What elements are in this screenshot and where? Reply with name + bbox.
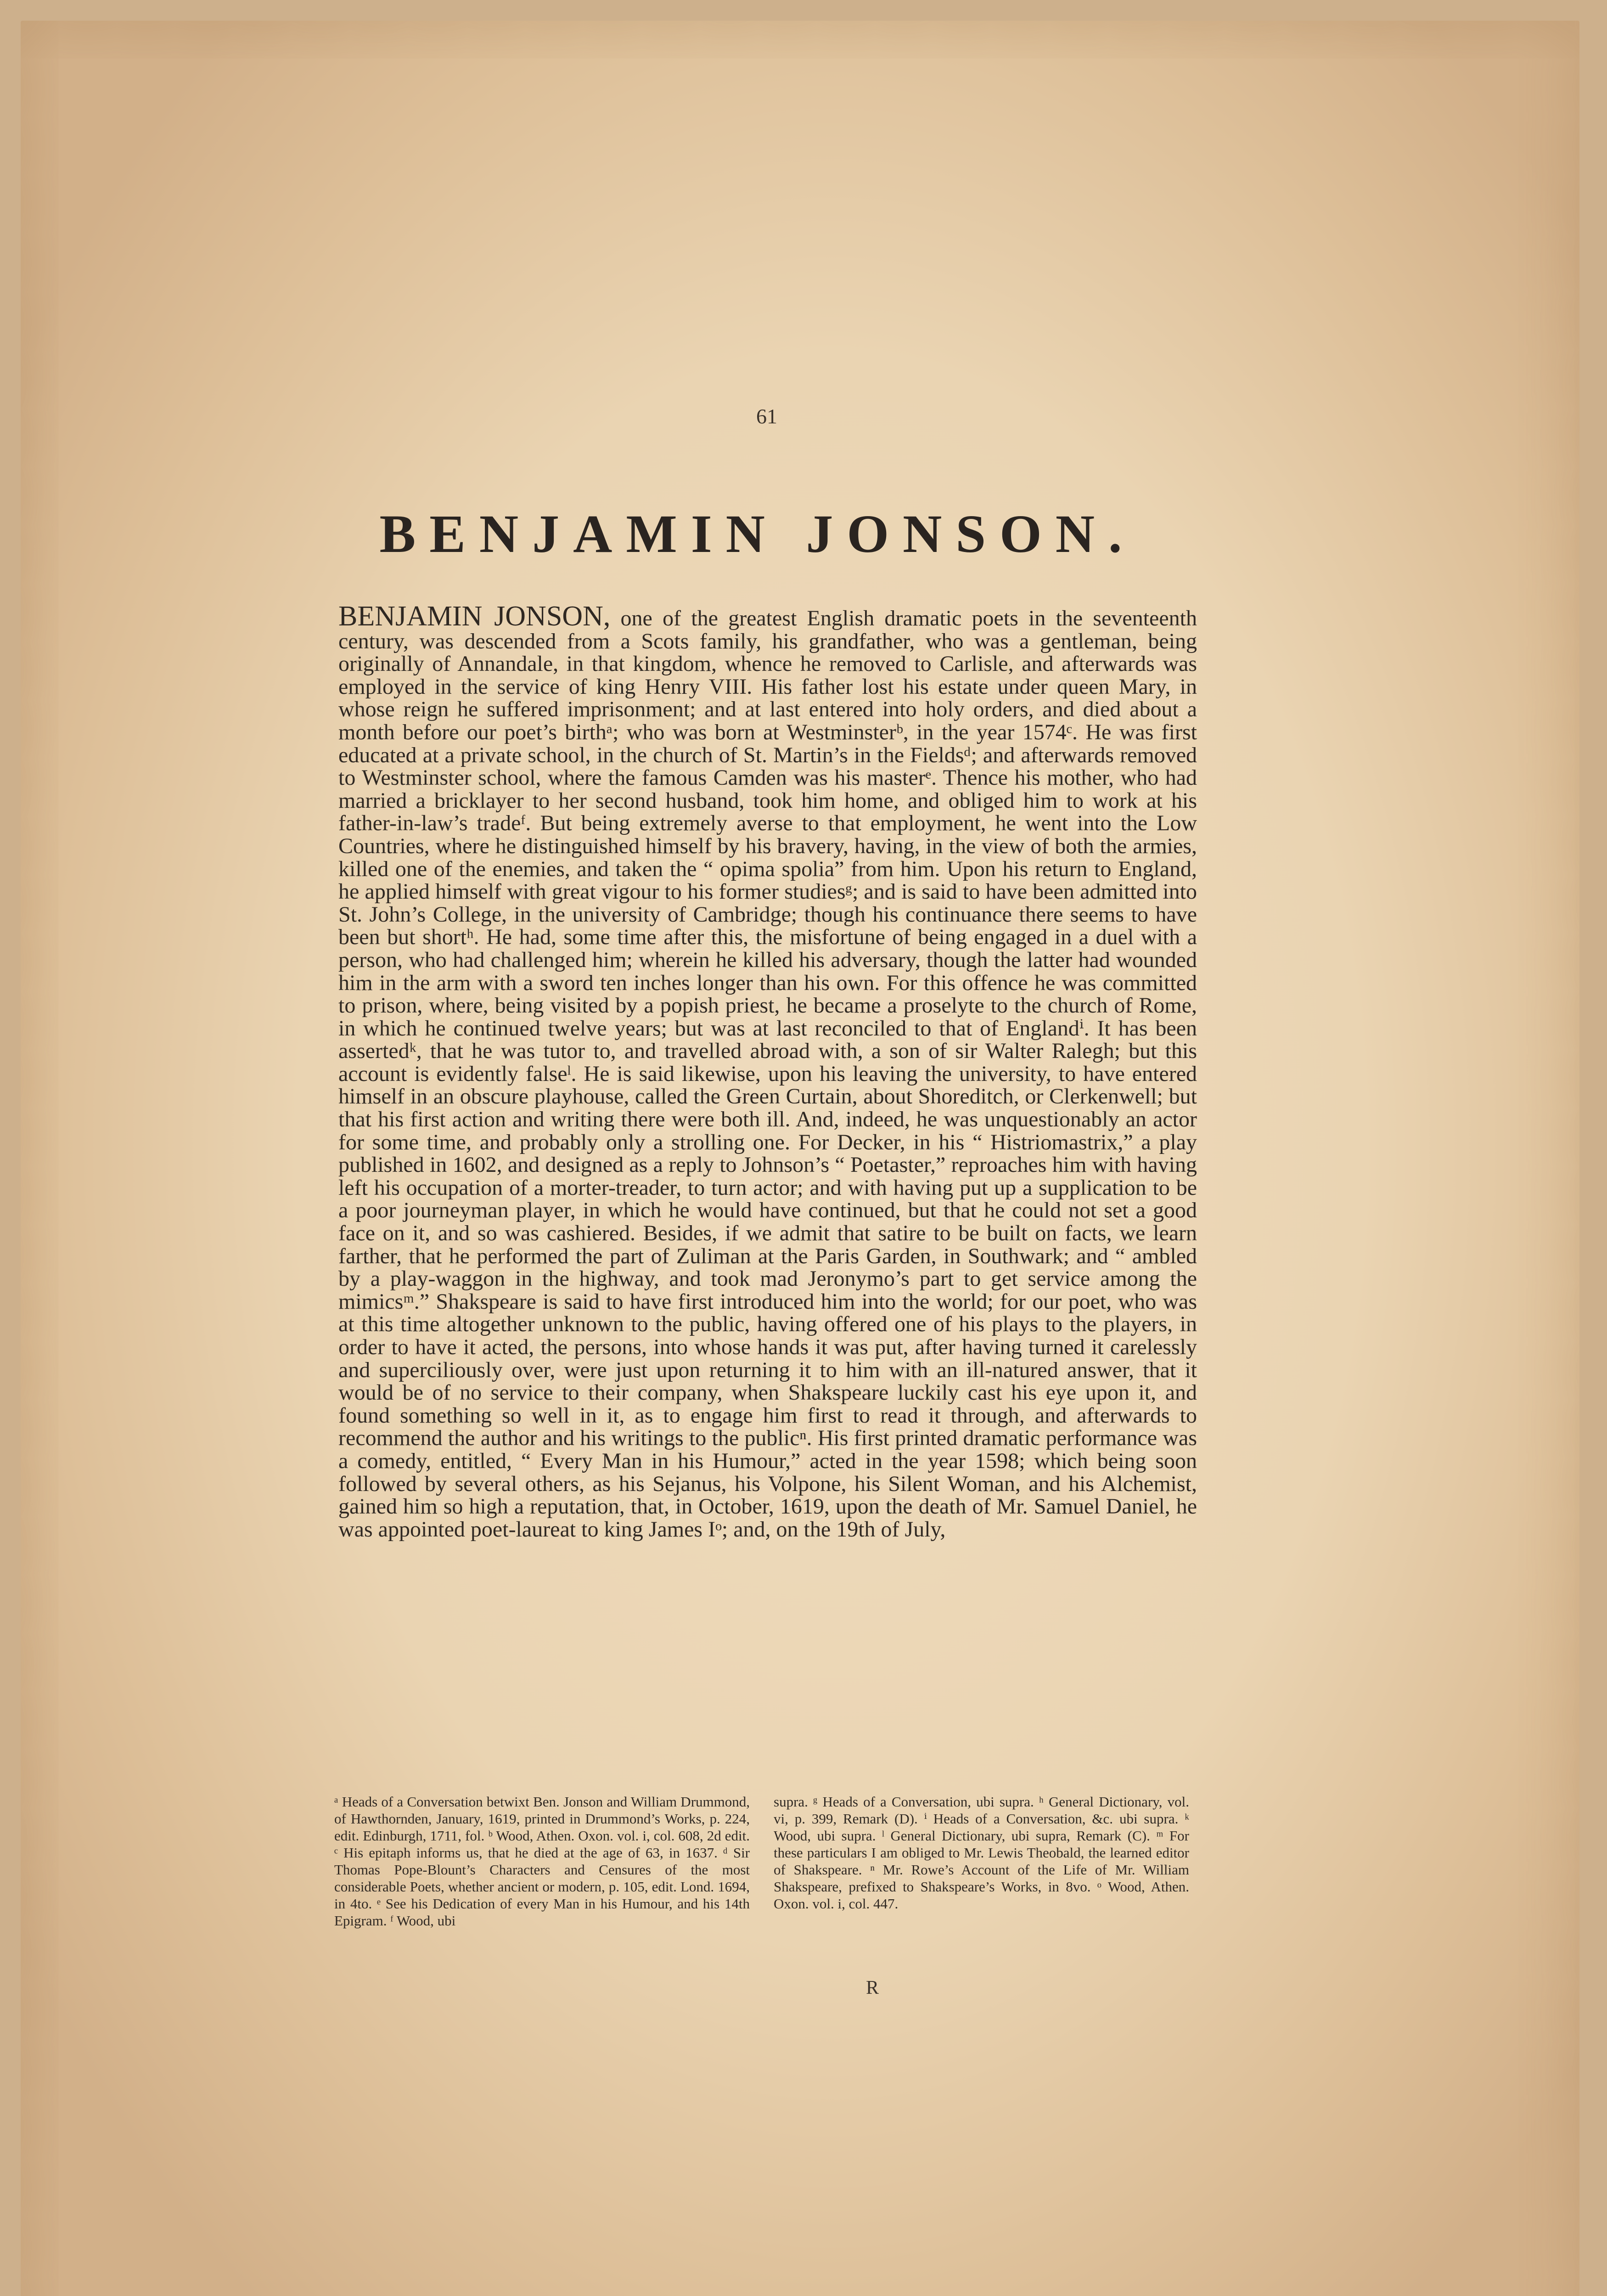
page-title: BENJAMIN JONSON. <box>379 504 1136 564</box>
lead-name: BENJAMIN JONSON, <box>338 605 611 632</box>
main-paragraph <box>338 605 1197 1541</box>
footnotes-left-text: ᵃ Heads of a Conversation betwixt Ben. Jonson and William Drummond, of Hawthornden, January, 1619, printed in Drummond’s Works, p. 224, edit. Edinburgh, 1711, fol. ᵇ Wood, Athen. Oxon. vol. i, col. 608, 2d edit. ᶜ His epitaph informs us, that he died at the age of 63, in 1637. ᵈ Sir Thomas Pope-Blount’s Characters and Censures of the most considerable Poets, whether ancient or modern, p. 105, edit. Lond. 1694, in 4to. ᵉ See his Dedication of every Man in his Humour, and his 14th Epigram. ᶠ Wood, ubi <box>334 1794 750 1929</box>
page-number: 61 <box>756 405 777 428</box>
footnotes-right-text: supra. ᵍ Heads of a Conversation, ubi supra. ʰ General Dictionary, vol. vi, p. 399, Remark (D). ⁱ Heads of a Conversation, &c. ubi supra. ᵏ Wood, ubi supra. ˡ General Dictionary, ubi supra, Remark (C). ᵐ For these particulars I am obliged to Mr. Lewis Theobald, the learned editor of Shakspeare. ⁿ Mr. Rowe’s Account of the Life of Mr. William Shakspeare, prefixed to Shakspeare’s Works, in 8vo. ᵒ Wood, Athen. Oxon. vol. i, col. 447. <box>774 1794 1189 1912</box>
main-text <box>338 605 1197 1776</box>
signature-mark: R <box>865 1977 879 1998</box>
footnotes-right-column <box>774 1793 1189 1991</box>
footnotes-left-column <box>334 1793 750 1991</box>
paragraph-body: one of the greatest English dramatic poets in the seventeenth century, was descended from a Scots family, his grandfather, who was a gentleman, being originally of Annandale, in that kingdom, whence he removed to Carlisle, and afterwards was employed in the service of king Henry VIII. His father lost his estate under queen Mary, in whose reign he suffered imprisonment; and at last entered into holy orders, and died about a month before our poet’s birthᵃ; who was born at Westminsterᵇ, in the year 1574ᶜ. He was first educated at a private school, in the church of St. Martin’s in the Fieldsᵈ; and afterwards removed to Westminster school, where the famous Camden was his masterᵉ. Thence his mother, who had married a bricklayer to her second husband, took him home, and obliged him to work at his father-in-law’s tradeᶠ. But being extremely averse to that employment, he went into the Low Countries, where he distinguished himself by his bravery, having, in the view of both the armies, killed one of the enemies, and taken the “ opima spolia” from him. Upon his return to England, he applied himself with great vigour to his former studiesᵍ; and is said to have been admitted into St. John’s College, in the university of Cambridge; though his continuance there seems to have been but shortʰ. He had, some time after this, the misfortune of being engaged in a duel with a person, who had challenged him; wherein he killed his adversary, though the latter had wounded him in the arm with a sword ten inches longer than his own. For this offence he was committed to prison, where, being visited by a popish priest, he became a proselyte to the church of Rome, in which he continued twelve years; but was at last reconciled to that of Englandⁱ. It has been assertedᵏ, that he was tutor to, and travelled abroad with, a son of sir Walter Ralegh; but this account is evidently falseˡ. He is said likewise, upon his leaving the university, to have entered himself in an obscure playhouse, called the Green Curtain, about Shoreditch, or Clerkenwell; but that his first action and writing there were both ill. And, indeed, he was unquestionably an actor for some time, and probably only a strolling one. For Decker, in his “ Histriomastrix,” a play published in 1602, and designed as a reply to Johnson’s “ Poetaster,” reproaches him with having left his occupation of a morter-treader, to turn actor; and with having put up a supplication to be a poor journeyman player, in which he would have continued, but that he could not set a good face on it, and so was cashiered. Besides, if we admit that satire to be built on facts, we learn farther, that he performed the part of Zuliman at the Paris Garden, in Southwark; and “ ambled by a play-waggon in the highway, and took mad Jeronymo’s part to get service among the mimicsᵐ.” Shakspeare is said to have first introduced him into the world; for our poet, who was at this time altogether unknown to the public, having offered one of his plays to the players, in order to have it acted, the persons, into whose hands it was put, after having turned it carelessly and superciliously over, were just upon returning it to him with an ill-natured answer, that it would be of no service to their company, when Shakspeare luckily cast his eye upon it, and found something so well in it, as to engage him first to read it through, and afterwards to recommend the author and his writings to the publicⁿ. His first printed dramatic performance was a comedy, entitled, “ Every Man in his Humour,” acted in the year 1598; which being soon followed by several others, as his Sejanus, his Volpone, his Silent Woman, and his Alchemist, gained him so high a reputation, that, in October, 1619, upon the death of Mr. Samuel Daniel, he was appointed poet-laureat to king James Iᵒ; and, on the 19th of July, <box>338 606 1197 1542</box>
